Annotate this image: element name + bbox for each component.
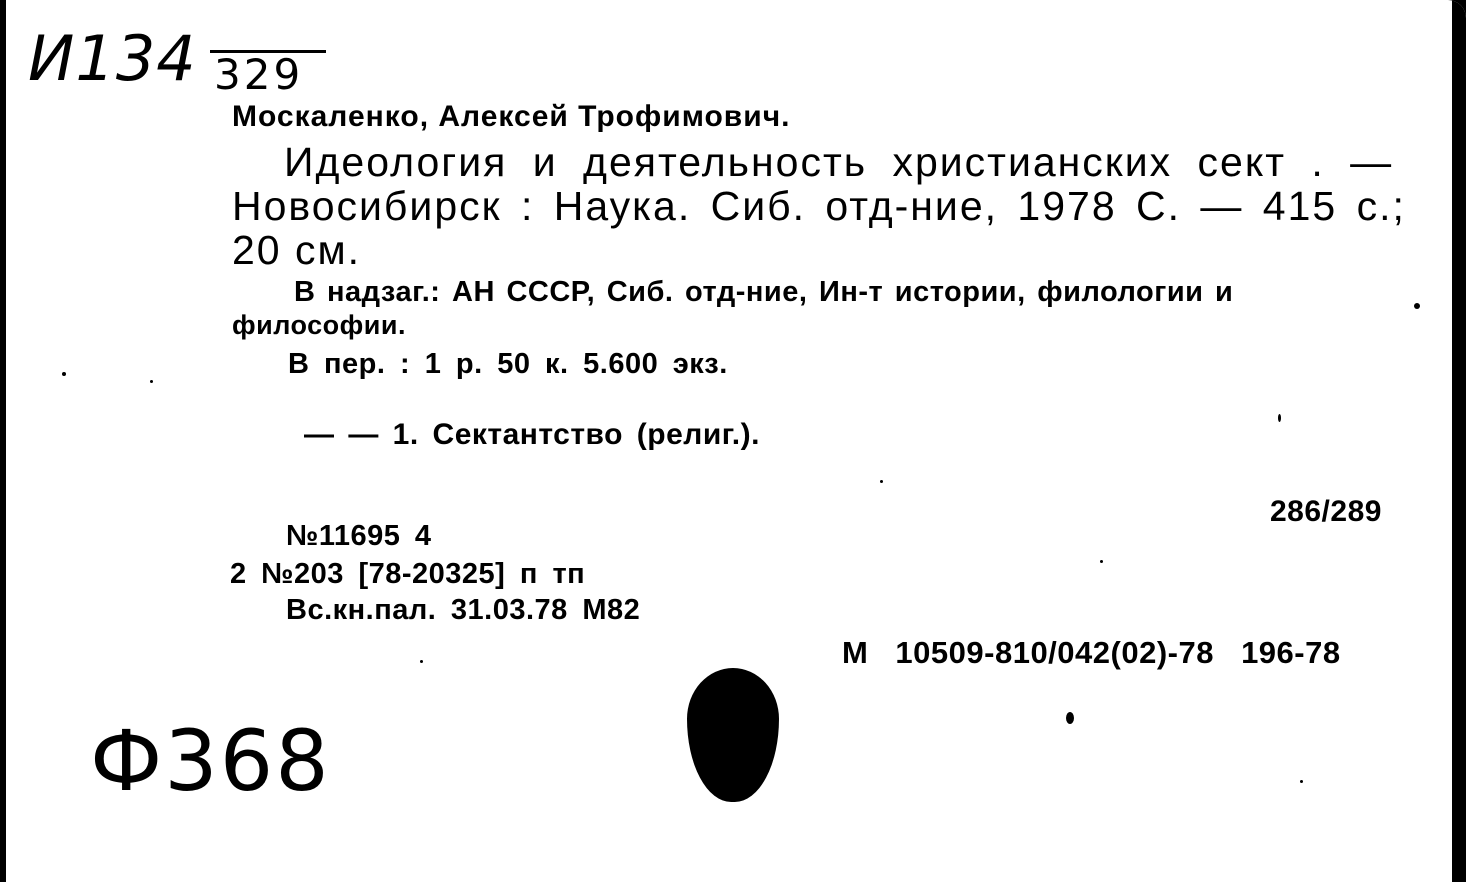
handwritten-call-number-top: И134 — [28, 22, 197, 95]
note-line-1: В надзаг.: АН СССР, Сиб. отд-ние, Ин-т истории, филологии и — [294, 276, 1234, 308]
card-edge-right — [1452, 0, 1466, 882]
subject-heading: — — 1. Сектантство (религ.). — [304, 418, 760, 451]
scan-speck — [150, 380, 153, 383]
title-line-1: Идеология и деятельность христианских сект . — — [284, 139, 1394, 185]
handwritten-call-number-bottom: Ф368 — [90, 712, 331, 810]
scan-speck — [1278, 414, 1281, 422]
record-line-2: 2 №203 [78-20325] п тп — [230, 558, 586, 590]
scan-speck — [1414, 303, 1420, 309]
title-line-2: Новосибирск : Наука. Сиб. отд-ние, 1978 С. — 415 с.; — [232, 183, 1406, 229]
scan-speck — [1100, 560, 1103, 563]
scan-speck — [1066, 712, 1074, 724]
title-line-3: 20 см. — [232, 227, 362, 273]
card-edge-left — [0, 0, 6, 882]
record-line-3: Вс.кн.пал. 31.03.78 М82 — [286, 594, 641, 626]
author-heading: Москаленко, Алексей Трофимович. — [232, 100, 791, 133]
record-number: №11695 4 — [286, 520, 432, 552]
price-line: В пер. : 1 р. 50 к. 5.600 экз. — [288, 348, 728, 380]
handwritten-call-number-sub: 329 — [214, 50, 304, 99]
scan-speck — [420, 660, 423, 663]
punch-hole — [687, 668, 779, 802]
classification-number: 286/289 — [1270, 495, 1382, 528]
code-line: М 10509-810/042(02)-78 196-78 — [842, 635, 1341, 670]
scan-speck — [1300, 780, 1303, 783]
note-line-2: философии. — [232, 310, 406, 340]
scan-speck — [62, 372, 66, 376]
scan-speck — [880, 480, 883, 483]
